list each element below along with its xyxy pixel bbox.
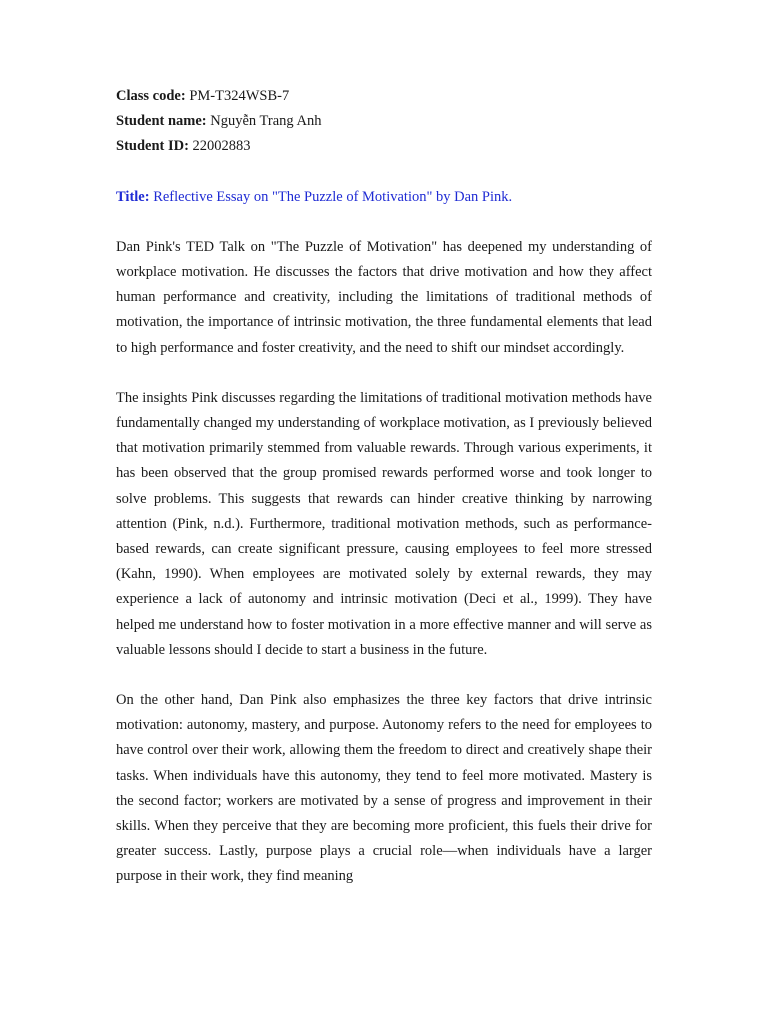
student-id-line [116, 134, 652, 159]
student-id-label: Student ID: [116, 138, 189, 155]
student-name-value: Nguyễn Trang Anh [210, 113, 322, 130]
essay-page [116, 84, 652, 890]
class-code-value: PM-T324WSB-7 [189, 88, 290, 104]
paragraph-2: The insights Pink discusses regarding the limitations of traditional motivation methods have fundamentally changed my understanding of workplace motivation, as I previously believed that motivation primarily stemmed from valuable rewards. Through various experiments, it has been observed that the group promised rewards performed worse and took longer to solve problems. This suggests that rewards can hinder creative thinking by narrowing attention (Pink, n.d.). Furthermore, traditional motivation methods, such as performance-based rewards, can create significant pressure, causing employees to feel more stressed (Kahn, 1990). When employees are motivated solely by external rewards, they may experience a lack of autonomy and intrinsic motivation (Deci et al., 1999). They have helped me understand how to foster motivation in a more effective manner and will serve as valuable lessons should I decide to start a business in the future. [116, 389, 652, 658]
class-code-line [116, 84, 652, 109]
paragraph-1: Dan Pink's TED Talk on "The Puzzle of Motivation" has deepened my understanding of workplace motivation. He discusses the factors that drive motivation and how they affect human performance and creativity, including the limitations of traditional methods of motivation, the importance of intrinsic motivation, the three fundamental elements that lead to high performance and foster creativity, and the need to shift our mindset accordingly. [116, 238, 652, 356]
title-text: Reflective Essay on "The Puzzle of Motivation" by Dan Pink. [153, 188, 513, 205]
essay-title [116, 185, 652, 210]
class-code-label: Class code: [116, 88, 186, 104]
paragraph-3: On the other hand, Dan Pink also emphasizes the three key factors that drive intrinsic motivation: autonomy, mastery, and purpose. Autonomy refers to the need for employees to have control over their work, allowing them the freedom to direct and creatively shape their tasks. When individuals have this autonomy, they tend to feel more motivated. Mastery is the second factor; workers are motivated by a sense of progress and improvement in their skills. When they perceive that they are becoming more proficient, this fuels their drive for greater success. Lastly, purpose plays a crucial role—when individuals have a larger purpose in their work, they find meaning [116, 692, 652, 885]
student-name-line [116, 109, 652, 134]
student-id-value: 22002883 [192, 138, 251, 155]
title-label: Title: [116, 188, 150, 205]
student-name-label: Student name: [116, 113, 207, 130]
